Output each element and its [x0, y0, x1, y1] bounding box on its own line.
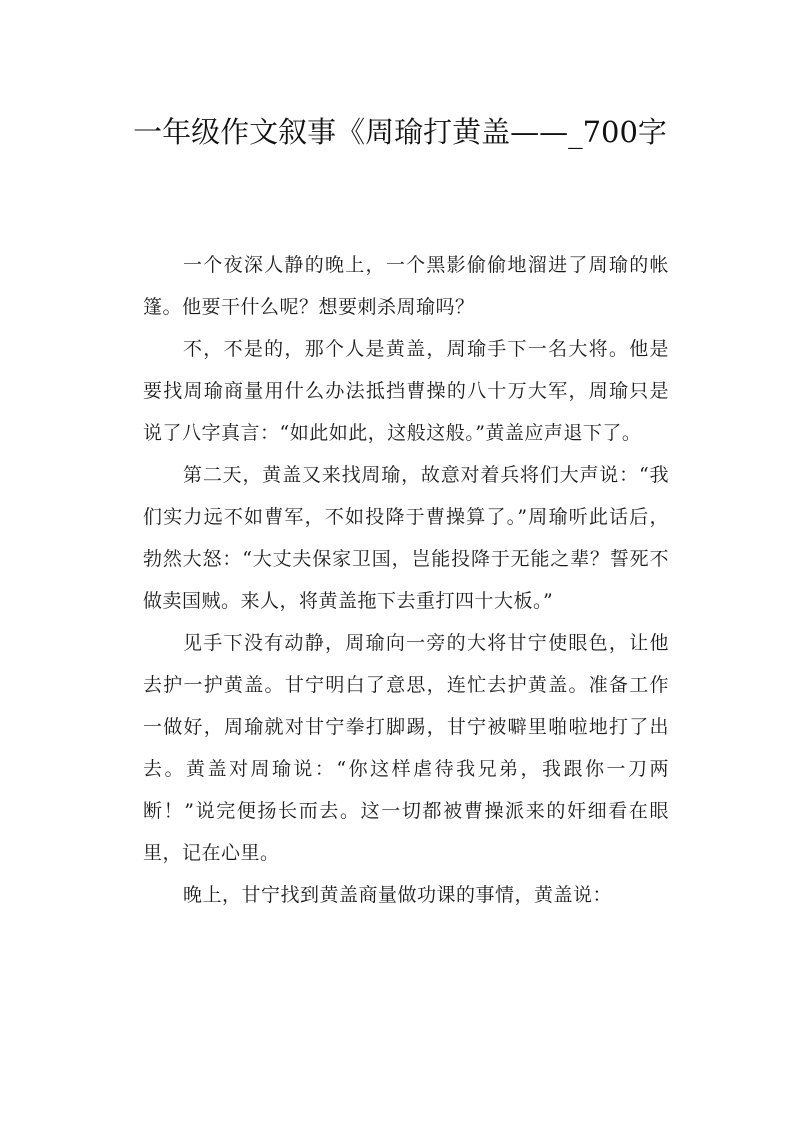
- document-body: [143, 244, 669, 916]
- paragraph-2: 不，不是的，那个人是黄盖，周瑜手下一名大将。他是要找周瑜商量用什么办法抵挡曹操的八十万大军，周瑜只是说了八字真言：“如此如此，这般这般。”黄盖应声退下了。: [143, 338, 669, 444]
- document-title: 一年级作文叙事《周瑜打黄盖——_700字: [133, 115, 667, 149]
- paragraph-4: 见手下没有动静，周瑜向一旁的大将甘宁使眼色，让他去护一护黄盖。甘宁明白了意思，连忙去护黄盖。准备工作一做好，周瑜就对甘宁拳打脚踢，甘宁被噼里啪啦地打了出去。黄盖对周瑜说：“你这样虐待我兄弟，我跟你一刀两断！”说完便扬长而去。这一切都被曹操派来的奸细看在眼里，记在心里。: [143, 632, 669, 864]
- paragraph-3: 第二天，黄盖又来找周瑜，故意对着兵将们大声说：“我们实力远不如曹军，不如投降于曹操算了。”周瑜听此话后，勃然大怒：“大丈夫保家卫国，岂能投降于无能之辈？誓死不做卖国贼。来人，将黄盖拖下去重打四十大板。”: [143, 464, 669, 612]
- paragraph-1: 一个夜深人静的晚上，一个黑影偷偷地溜进了周瑜的帐篷。他要干什么呢？想要刺杀周瑜吗？: [143, 254, 669, 318]
- paragraph-5: 晚上，甘宁找到黄盖商量做功课的事情，黄盖说：: [183, 884, 613, 906]
